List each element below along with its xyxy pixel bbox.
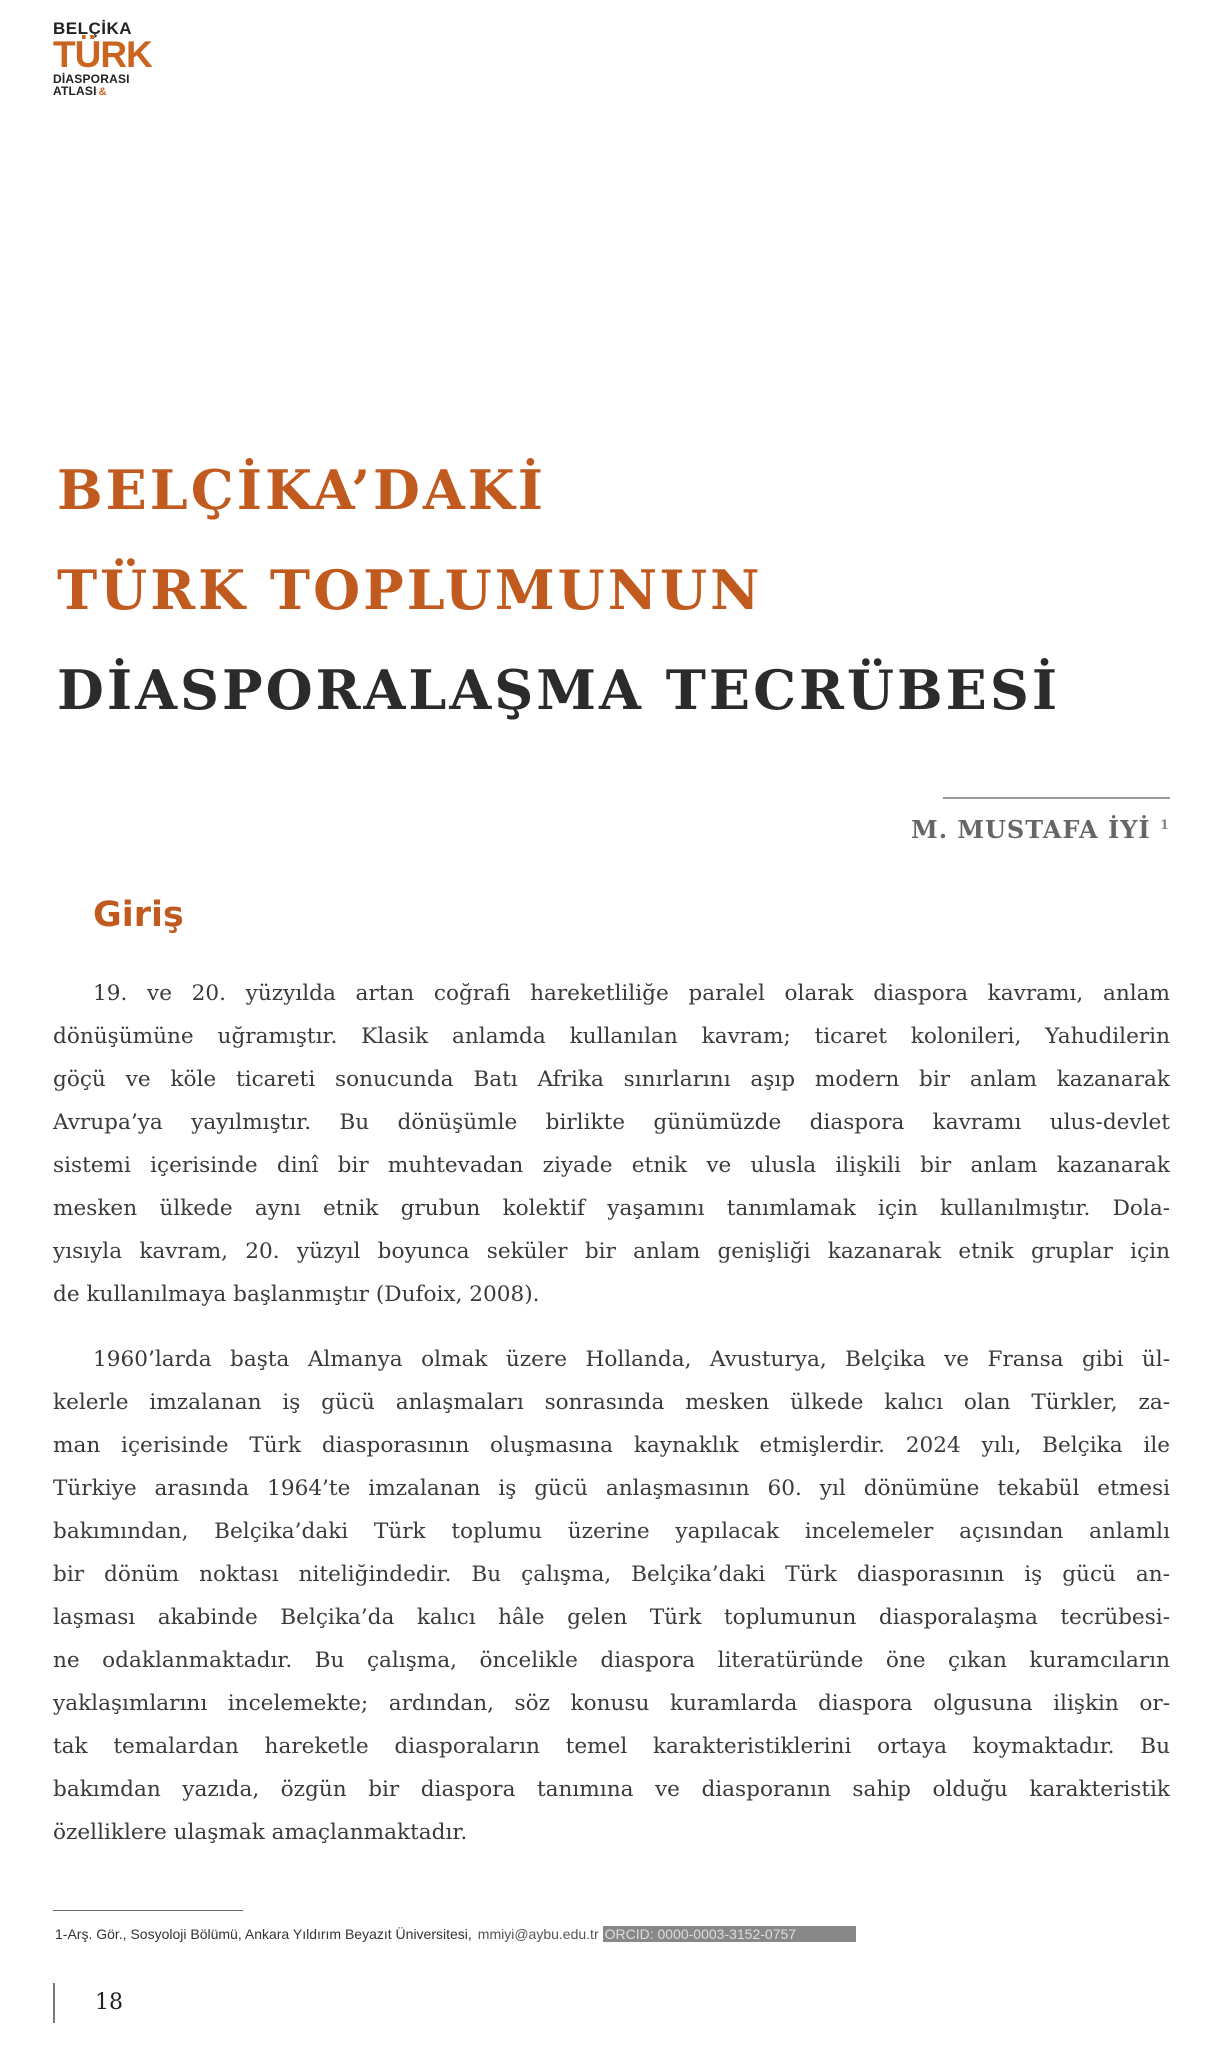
paragraph-line: bakımından, Belçika’daki Türk toplumu üzerine yapılacak incelemeler açısından anlamlı bbox=[53, 1519, 1170, 1544]
footnote-text: 1-Arş. Gör., Sosyoloji Bölümü, Ankara Yıldırım Beyazıt Üniversitesi, bbox=[55, 1926, 472, 1942]
title-line-3: DİASPORALAŞMA TECRÜBESİ bbox=[57, 658, 1061, 722]
logo-line-4 bbox=[53, 85, 163, 98]
logo-line-4-text: ATLASI bbox=[53, 84, 97, 98]
paragraph-line: tak temalardan hareketle diasporaların temel karakteristiklerini ortaya koymaktadır. Bu bbox=[53, 1734, 1170, 1759]
footnote-orcid: ORCID: 0000-0003-3152-0757 bbox=[603, 1926, 856, 1942]
author-name: M. MUSTAFA İYİ bbox=[911, 815, 1151, 844]
body-paragraph-2 bbox=[53, 1338, 1170, 1854]
paragraph-line: kelerle imzalanan iş gücü anlaşmaları sonrasında mesken ülkede kalıcı olan Türkler, za- bbox=[53, 1390, 1170, 1415]
paragraph-line: sistemi içerisinde dinî bir muhtevadan ziyade etnik ve ulusla ilişkili bir anlam kazanarak bbox=[53, 1153, 1170, 1178]
page-number-bar bbox=[53, 1983, 55, 2023]
paragraph-line: 19. ve 20. yüzyılda artan coğrafi hareketliliğe paralel olarak diaspora kavramı, anlam bbox=[93, 981, 1170, 1006]
author-footnote-mark: 1 bbox=[1159, 818, 1170, 833]
paragraph-line: Türkiye arasında 1964’te imzalanan iş gücü anlaşmasının 60. yıl dönümüne tekabül etmesi bbox=[53, 1476, 1170, 1501]
title-line-1: BELÇİKA’DAKİ bbox=[57, 458, 546, 522]
author-byline bbox=[911, 815, 1170, 844]
logo-line-1: BELÇİKA bbox=[53, 19, 133, 38]
title-line-2: TÜRK TOPLUMUNUN bbox=[57, 558, 763, 622]
paragraph-line: dönüşümüne uğramıştır. Klasik anlamda kullanılan kavram; ticaret kolonileri, Yahudilerin bbox=[53, 1024, 1170, 1049]
paragraph-line: bakımdan yazıda, özgün bir diaspora tanımına ve diasporanın sahip olduğu karakteristik bbox=[53, 1777, 1170, 1802]
paragraph-line: mesken ülkede aynı etnik grubun kolektif yaşamını tanımlamak için kullanılmıştır. Dola- bbox=[53, 1196, 1170, 1221]
footnote-divider bbox=[53, 1910, 243, 1911]
paragraph-line: özelliklere ulaşmak amaçlanmaktadır. bbox=[53, 1820, 468, 1845]
article-title bbox=[57, 440, 1060, 740]
paragraph-line: göçü ve köle ticareti sonucunda Batı Afrika sınırlarını aşıp modern bir anlam kazanarak bbox=[53, 1067, 1170, 1092]
footnote bbox=[55, 1926, 856, 1942]
page-number: 18 bbox=[95, 1990, 123, 2015]
footnote-email-link[interactable]: mmiyi@aybu.edu.tr bbox=[477, 1926, 599, 1942]
paragraph-line: yaklaşımlarını incelemekte; ardından, söz konusu kuramlarda diaspora olgusuna ilişkin or- bbox=[53, 1691, 1170, 1716]
logo-line-2: TÜRK bbox=[53, 34, 152, 75]
logo-mark-icon: & bbox=[98, 86, 107, 98]
paragraph-line: de kullanılmaya başlanmıştır (Dufoix, 2008). bbox=[53, 1282, 540, 1307]
author-divider bbox=[943, 797, 1170, 799]
section-heading: Giriş bbox=[93, 895, 184, 935]
paragraph-line: Avrupa’ya yayılmıştır. Bu dönüşümle birlikte günümüzde diaspora kavramı ulus-devlet bbox=[53, 1110, 1170, 1135]
paragraph-line: man içerisinde Türk diasporasının oluşmasına kaynaklık etmişlerdir. 2024 yılı, Belçika ile bbox=[53, 1433, 1170, 1458]
logo-line-3: DİASPORASI bbox=[53, 72, 130, 86]
paragraph-line: yısıyla kavram, 20. yüzyıl boyunca seküler bir anlam genişliği kazanarak etnik gruplar için bbox=[53, 1239, 1170, 1264]
paragraph-line: ne odaklanmaktadır. Bu çalışma, öncelikle diaspora literatüründe öne çıkan kuramcıların bbox=[53, 1648, 1170, 1673]
paragraph-line: laşması akabinde Belçika’da kalıcı hâle gelen Türk toplumunun diasporalaşma tecrübesi- bbox=[53, 1605, 1170, 1630]
paragraph-line: bir dönüm noktası niteliğindedir. Bu çalışma, Belçika’daki Türk diasporasının iş gücü an- bbox=[53, 1562, 1170, 1587]
atlas-logo bbox=[53, 20, 163, 98]
paragraph-line: 1960’larda başta Almanya olmak üzere Hollanda, Avusturya, Belçika ve Fransa gibi ül- bbox=[93, 1347, 1170, 1372]
body-paragraph-1 bbox=[53, 972, 1170, 1316]
